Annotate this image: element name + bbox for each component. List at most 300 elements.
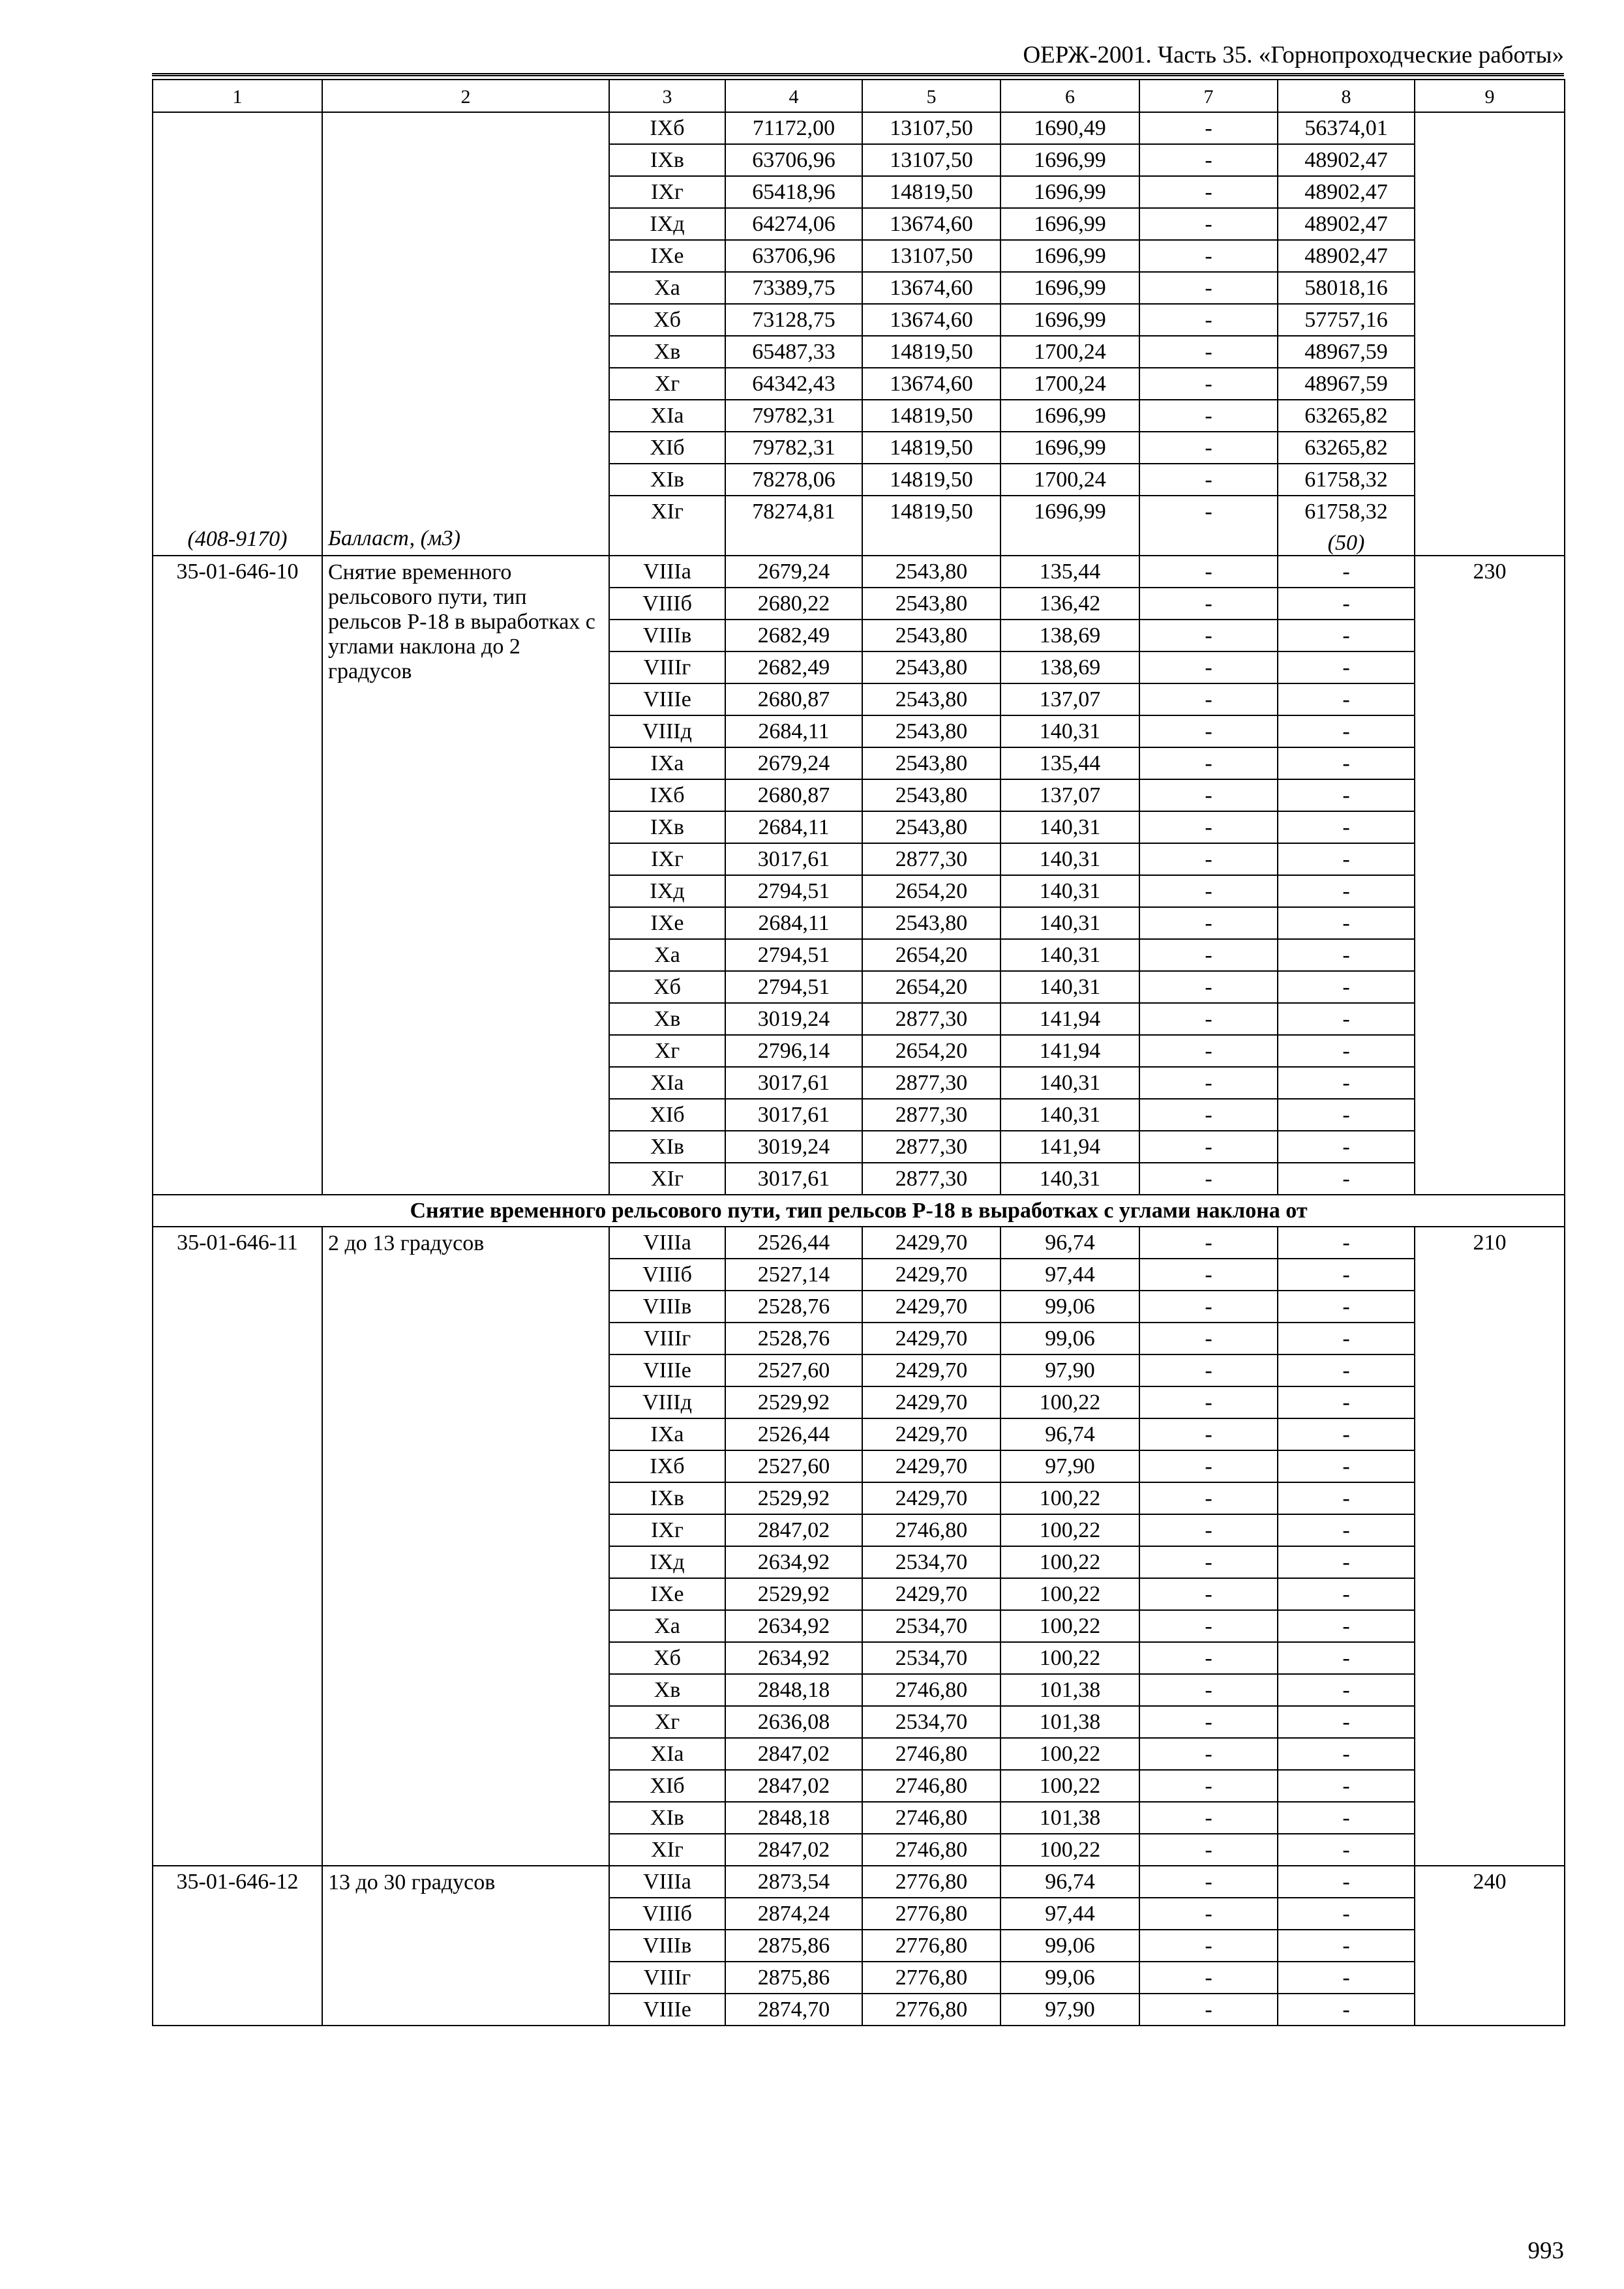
- table-cell: 14819,50: [862, 336, 1000, 368]
- section-type: VIIIб: [609, 588, 725, 620]
- table-cell: -: [1139, 1259, 1278, 1291]
- section-type: IXг: [609, 176, 725, 208]
- table-cell: 79782,31: [725, 400, 862, 432]
- table-cell: 2847,02: [725, 1514, 862, 1546]
- table-cell: 56374,01: [1278, 112, 1415, 144]
- section-type: Xв: [609, 336, 725, 368]
- table-cell: 135,44: [1000, 556, 1139, 588]
- table-cell: -: [1278, 1163, 1415, 1195]
- table-cell: -: [1139, 715, 1278, 747]
- rates-table: [152, 79, 1565, 2026]
- table-cell: -: [1139, 811, 1278, 843]
- table-cell: 48902,47: [1278, 240, 1415, 272]
- table-cell: -: [1278, 1866, 1415, 1898]
- table-cell: 100,22: [1000, 1738, 1139, 1770]
- table-cell: 79782,31: [725, 432, 862, 464]
- section-type: IXе: [609, 907, 725, 939]
- table-cell: 73389,75: [725, 272, 862, 304]
- table-cell: 2429,70: [862, 1227, 1000, 1259]
- table-cell: 2527,14: [725, 1259, 862, 1291]
- table-cell: -: [1139, 1291, 1278, 1323]
- table-cell: -: [1139, 907, 1278, 939]
- table-cell: 2429,70: [862, 1291, 1000, 1323]
- table-cell: 2654,20: [862, 939, 1000, 971]
- section-type: VIIIа: [609, 556, 725, 588]
- table-cell: 137,07: [1000, 683, 1139, 715]
- table-cell: 2679,24: [725, 747, 862, 779]
- table-cell: -: [1139, 432, 1278, 464]
- table-cell: -: [1278, 1706, 1415, 1738]
- section-type: IXв: [609, 144, 725, 176]
- table-cell: -: [1139, 556, 1278, 588]
- table-cell: -: [1278, 588, 1415, 620]
- table-cell: 99,06: [1000, 1962, 1139, 1994]
- table-cell: -: [1278, 747, 1415, 779]
- table-cell: 2877,30: [862, 1163, 1000, 1195]
- table-cell: -: [1278, 1770, 1415, 1802]
- section-type: VIIIе: [609, 1354, 725, 1386]
- table-cell: 2529,92: [725, 1578, 862, 1610]
- table-cell: 2848,18: [725, 1802, 862, 1834]
- column-9-value: [1415, 112, 1565, 556]
- table-cell: 97,44: [1000, 1259, 1139, 1291]
- section-type: VIIIа: [609, 1227, 725, 1259]
- table-cell: 137,07: [1000, 779, 1139, 811]
- table-cell: 3017,61: [725, 1067, 862, 1099]
- column-number: 1: [153, 80, 322, 112]
- table-cell: 13674,60: [862, 304, 1000, 336]
- section-type: IXд: [609, 1546, 725, 1578]
- table-cell: -: [1278, 1482, 1415, 1514]
- table-cell: -: [1278, 875, 1415, 907]
- table-cell: -: [1139, 1514, 1278, 1546]
- table-cell: 2634,92: [725, 1546, 862, 1578]
- table-cell: 2534,70: [862, 1546, 1000, 1578]
- table-cell: -: [1278, 1354, 1415, 1386]
- section-type: Xв: [609, 1674, 725, 1706]
- table-cell: -: [1278, 971, 1415, 1003]
- table-cell: -: [1278, 1738, 1415, 1770]
- table-cell: 2534,70: [862, 1706, 1000, 1738]
- table-cell: 100,22: [1000, 1642, 1139, 1674]
- section-type: Xг: [609, 1706, 725, 1738]
- table-cell: 2847,02: [725, 1738, 862, 1770]
- table-cell: -: [1139, 1962, 1278, 1994]
- table-cell: -: [1139, 1546, 1278, 1578]
- table-cell: 2543,80: [862, 715, 1000, 747]
- section-heading-row: [153, 1195, 1565, 1227]
- table-cell: 140,31: [1000, 843, 1139, 875]
- table-cell: 71172,00: [725, 112, 862, 144]
- table-cell: 2429,70: [862, 1578, 1000, 1610]
- table-cell: -: [1139, 1099, 1278, 1131]
- table-row: [153, 112, 1565, 144]
- section-type: Xв: [609, 1003, 725, 1035]
- table-cell: 2680,22: [725, 588, 862, 620]
- table-cell: 2875,86: [725, 1962, 862, 1994]
- table-cell: -: [1278, 1610, 1415, 1642]
- table-cell: -: [1278, 715, 1415, 747]
- table-cell: -: [1139, 1834, 1278, 1866]
- section-type: XIа: [609, 1738, 725, 1770]
- section-type: VIIIб: [609, 1898, 725, 1930]
- table-cell: -: [1139, 1610, 1278, 1642]
- table-cell: 96,74: [1000, 1418, 1139, 1450]
- table-cell: 100,22: [1000, 1610, 1139, 1642]
- table-cell: 96,74: [1000, 1866, 1139, 1898]
- table-cell: 100,22: [1000, 1386, 1139, 1418]
- table-cell: 100,22: [1000, 1834, 1139, 1866]
- table-cell: 13674,60: [862, 208, 1000, 240]
- table-cell: 1700,24: [1000, 336, 1139, 368]
- table-cell: -: [1139, 1994, 1278, 2026]
- table-cell: 2429,70: [862, 1354, 1000, 1386]
- table-cell: 2746,80: [862, 1770, 1000, 1802]
- column-number-row: [153, 80, 1565, 112]
- table-cell: 100,22: [1000, 1482, 1139, 1514]
- section-type: XIг: [609, 496, 725, 556]
- table-cell: -: [1139, 620, 1278, 651]
- table-cell: 1696,99: [1000, 176, 1139, 208]
- table-cell: -: [1139, 875, 1278, 907]
- table-cell: 14819,50: [862, 400, 1000, 432]
- table-cell: 48902,47: [1278, 208, 1415, 240]
- table-cell: 14819,50: [862, 176, 1000, 208]
- table-cell: 57757,16: [1278, 304, 1415, 336]
- table-cell: -: [1139, 1898, 1278, 1930]
- table-cell: 13107,50: [862, 240, 1000, 272]
- table-cell: -: [1139, 1323, 1278, 1354]
- table-cell: -: [1139, 1131, 1278, 1163]
- table-cell: -: [1139, 1578, 1278, 1610]
- table-cell: -: [1139, 240, 1278, 272]
- table-cell: -: [1278, 811, 1415, 843]
- table-row: [153, 1227, 1565, 1259]
- table-cell: 1690,49: [1000, 112, 1139, 144]
- page-number: 993: [1527, 2237, 1564, 2264]
- section-type: IXв: [609, 811, 725, 843]
- table-cell: 2429,70: [862, 1323, 1000, 1354]
- column-9-value: 240: [1415, 1866, 1565, 2026]
- table-cell: 2684,11: [725, 907, 862, 939]
- table-cell: -: [1278, 651, 1415, 683]
- table-cell: 2654,20: [862, 1035, 1000, 1067]
- table-cell: 97,90: [1000, 1994, 1139, 2026]
- table-cell: 140,31: [1000, 907, 1139, 939]
- table-cell: -: [1278, 683, 1415, 715]
- section-type: IXб: [609, 779, 725, 811]
- table-cell: -: [1278, 1962, 1415, 1994]
- table-cell: -: [1278, 1514, 1415, 1546]
- table-cell: 48902,47: [1278, 176, 1415, 208]
- table-cell: 63265,82: [1278, 432, 1415, 464]
- ballast-note: (50): [1327, 531, 1365, 555]
- header-title: ОЕРЖ-2001. Часть 35. «Горнопроходческие работы»: [1023, 42, 1564, 68]
- table-cell: 2746,80: [862, 1738, 1000, 1770]
- table-cell: 2794,51: [725, 875, 862, 907]
- table-cell: 100,22: [1000, 1578, 1139, 1610]
- section-type: Xг: [609, 1035, 725, 1067]
- table-cell: 1696,99: [1000, 144, 1139, 176]
- table-cell: 2684,11: [725, 811, 862, 843]
- table-cell: [1278, 496, 1415, 556]
- section-type: XIа: [609, 400, 725, 432]
- table-cell: -: [1139, 1930, 1278, 1962]
- section-type: XIа: [609, 1067, 725, 1099]
- section-type: XIв: [609, 1131, 725, 1163]
- rate-code: (408-9170): [153, 112, 322, 556]
- table-cell: -: [1139, 1450, 1278, 1482]
- section-type: Xб: [609, 971, 725, 1003]
- table-cell: -: [1278, 1930, 1415, 1962]
- table-cell: 1696,99: [1000, 208, 1139, 240]
- table-cell: -: [1139, 464, 1278, 496]
- table-cell: 13107,50: [862, 112, 1000, 144]
- table-cell: 48967,59: [1278, 368, 1415, 400]
- column-number: 4: [725, 80, 862, 112]
- table-cell: 2847,02: [725, 1770, 862, 1802]
- rate-description: 13 до 30 градусов: [322, 1866, 609, 2026]
- table-cell: 140,31: [1000, 939, 1139, 971]
- section-type: VIIIд: [609, 715, 725, 747]
- table-cell: 63265,82: [1278, 400, 1415, 432]
- table-cell: 1696,99: [1000, 496, 1139, 556]
- table-cell: 2873,54: [725, 1866, 862, 1898]
- table-cell: 13107,50: [862, 144, 1000, 176]
- table-cell: 61758,32: [1278, 464, 1415, 496]
- table-cell: 2534,70: [862, 1642, 1000, 1674]
- section-type: VIIIг: [609, 1962, 725, 1994]
- table-cell: -: [1278, 779, 1415, 811]
- table-cell: 2877,30: [862, 1067, 1000, 1099]
- table-cell: -: [1139, 779, 1278, 811]
- table-cell: 78274,81: [725, 496, 862, 556]
- table-cell: -: [1139, 1163, 1278, 1195]
- table-cell: 2543,80: [862, 620, 1000, 651]
- table-cell: 2776,80: [862, 1898, 1000, 1930]
- table-cell: 3017,61: [725, 1099, 862, 1131]
- section-type: XIг: [609, 1163, 725, 1195]
- section-type: VIIIв: [609, 1930, 725, 1962]
- section-type: VIIIд: [609, 1386, 725, 1418]
- table-cell: 2636,08: [725, 1706, 862, 1738]
- table-cell: 2543,80: [862, 683, 1000, 715]
- section-type: VIIIе: [609, 1994, 725, 2026]
- column-number: 7: [1139, 80, 1278, 112]
- table-cell: -: [1139, 1386, 1278, 1418]
- table-cell: 2529,92: [725, 1386, 862, 1418]
- table-cell: 2776,80: [862, 1866, 1000, 1898]
- table-cell: 2526,44: [725, 1227, 862, 1259]
- table-cell: 2746,80: [862, 1514, 1000, 1546]
- table-cell: 64274,06: [725, 208, 862, 240]
- section-type: XIв: [609, 464, 725, 496]
- table-cell: 2682,49: [725, 651, 862, 683]
- table-cell: 1700,24: [1000, 368, 1139, 400]
- table-cell: -: [1139, 1482, 1278, 1514]
- table-cell: -: [1278, 1291, 1415, 1323]
- table-cell: -: [1278, 556, 1415, 588]
- table-cell: 2776,80: [862, 1994, 1000, 2026]
- table-cell: -: [1278, 1099, 1415, 1131]
- table-cell: -: [1139, 304, 1278, 336]
- table-cell: 2874,24: [725, 1898, 862, 1930]
- table-cell: 2875,86: [725, 1930, 862, 1962]
- table-cell: 2877,30: [862, 843, 1000, 875]
- table-cell: -: [1139, 1354, 1278, 1386]
- rate-code: 35-01-646-10: [153, 556, 322, 1195]
- table-cell: 100,22: [1000, 1514, 1139, 1546]
- table-cell: 1696,99: [1000, 400, 1139, 432]
- table-cell: 1696,99: [1000, 432, 1139, 464]
- table-cell: -: [1278, 1003, 1415, 1035]
- column-number: 5: [862, 80, 1000, 112]
- table-cell: 3017,61: [725, 1163, 862, 1195]
- section-type: IXд: [609, 875, 725, 907]
- table-cell: 2682,49: [725, 620, 862, 651]
- table-cell: 2877,30: [862, 1099, 1000, 1131]
- cell-value: 61758,32: [1304, 500, 1388, 524]
- column-9-value: 210: [1415, 1227, 1565, 1866]
- table-cell: 138,69: [1000, 651, 1139, 683]
- table-cell: 65487,33: [725, 336, 862, 368]
- table-cell: -: [1139, 843, 1278, 875]
- table-cell: -: [1139, 208, 1278, 240]
- table-cell: 2796,14: [725, 1035, 862, 1067]
- table-cell: 141,94: [1000, 1035, 1139, 1067]
- table-cell: 2684,11: [725, 715, 862, 747]
- section-type: VIIIв: [609, 1291, 725, 1323]
- table-cell: 99,06: [1000, 1291, 1139, 1323]
- column-9-value: 230: [1415, 556, 1565, 1195]
- section-type: Xб: [609, 1642, 725, 1674]
- table-cell: 1696,99: [1000, 272, 1139, 304]
- rates-table-body: [153, 80, 1565, 2026]
- table-cell: 14819,50: [862, 464, 1000, 496]
- table-cell: 2543,80: [862, 779, 1000, 811]
- table-cell: 2654,20: [862, 875, 1000, 907]
- table-cell: -: [1278, 1578, 1415, 1610]
- table-cell: 58018,16: [1278, 272, 1415, 304]
- table-cell: -: [1139, 939, 1278, 971]
- table-cell: 140,31: [1000, 1163, 1139, 1195]
- table-cell: -: [1139, 272, 1278, 304]
- table-cell: -: [1139, 683, 1278, 715]
- table-cell: 3019,24: [725, 1131, 862, 1163]
- table-cell: 13674,60: [862, 368, 1000, 400]
- table-cell: 2534,70: [862, 1610, 1000, 1642]
- rate-code: 35-01-646-11: [153, 1227, 322, 1866]
- table-cell: 96,74: [1000, 1227, 1139, 1259]
- table-cell: 2794,51: [725, 939, 862, 971]
- table-cell: 97,90: [1000, 1354, 1139, 1386]
- section-type: IXа: [609, 747, 725, 779]
- table-cell: 2543,80: [862, 556, 1000, 588]
- table-cell: 1696,99: [1000, 304, 1139, 336]
- table-cell: 136,42: [1000, 588, 1139, 620]
- table-cell: 1696,99: [1000, 240, 1139, 272]
- table-cell: 2848,18: [725, 1674, 862, 1706]
- section-type: IXб: [609, 1450, 725, 1482]
- table-cell: 48902,47: [1278, 144, 1415, 176]
- table-cell: -: [1139, 1642, 1278, 1674]
- table-cell: -: [1139, 651, 1278, 683]
- table-cell: 2877,30: [862, 1003, 1000, 1035]
- table-cell: 2543,80: [862, 907, 1000, 939]
- table-cell: 2776,80: [862, 1962, 1000, 1994]
- table-cell: 2874,70: [725, 1994, 862, 2026]
- rate-description: Балласт, (м3): [322, 112, 609, 556]
- section-type: IXд: [609, 208, 725, 240]
- table-cell: 65418,96: [725, 176, 862, 208]
- section-type: IXа: [609, 1418, 725, 1450]
- section-type: IXг: [609, 843, 725, 875]
- section-type: Xа: [609, 939, 725, 971]
- table-cell: 141,94: [1000, 1131, 1139, 1163]
- table-cell: 140,31: [1000, 1099, 1139, 1131]
- table-cell: 2528,76: [725, 1291, 862, 1323]
- column-number: 8: [1278, 80, 1415, 112]
- table-cell: 1700,24: [1000, 464, 1139, 496]
- table-cell: 2527,60: [725, 1354, 862, 1386]
- rate-description: Снятие временного рельсового пути, тип рельсов Р-18 в выработках с углами наклона до 2 градусов: [322, 556, 609, 1195]
- table-cell: 99,06: [1000, 1323, 1139, 1354]
- table-cell: -: [1278, 1131, 1415, 1163]
- table-cell: -: [1139, 112, 1278, 144]
- table-cell: 2776,80: [862, 1930, 1000, 1962]
- table-cell: -: [1139, 1770, 1278, 1802]
- table-cell: 2679,24: [725, 556, 862, 588]
- table-cell: 2528,76: [725, 1323, 862, 1354]
- table-cell: 101,38: [1000, 1706, 1139, 1738]
- table-cell: 2543,80: [862, 747, 1000, 779]
- section-type: IXе: [609, 1578, 725, 1610]
- table-cell: -: [1139, 1035, 1278, 1067]
- table-cell: -: [1278, 907, 1415, 939]
- table-cell: -: [1139, 1738, 1278, 1770]
- table-cell: 2527,60: [725, 1450, 862, 1482]
- table-cell: 140,31: [1000, 715, 1139, 747]
- table-cell: 99,06: [1000, 1930, 1139, 1962]
- section-type: IXб: [609, 112, 725, 144]
- table-cell: 63706,96: [725, 144, 862, 176]
- table-cell: 14819,50: [862, 496, 1000, 556]
- table-row: [153, 556, 1565, 588]
- table-cell: 2634,92: [725, 1642, 862, 1674]
- table-cell: -: [1278, 843, 1415, 875]
- section-type: IXг: [609, 1514, 725, 1546]
- table-cell: -: [1278, 1994, 1415, 2026]
- table-cell: 2543,80: [862, 651, 1000, 683]
- section-type: Xа: [609, 272, 725, 304]
- table-cell: -: [1278, 620, 1415, 651]
- table-cell: 2543,80: [862, 811, 1000, 843]
- table-cell: 140,31: [1000, 811, 1139, 843]
- table-cell: 48967,59: [1278, 336, 1415, 368]
- section-heading: Снятие временного рельсового пути, тип рельсов Р-18 в выработках с углами наклона от: [153, 1195, 1565, 1227]
- table-cell: -: [1139, 336, 1278, 368]
- table-cell: 2680,87: [725, 779, 862, 811]
- section-type: VIIIе: [609, 683, 725, 715]
- rate-code: 35-01-646-12: [153, 1866, 322, 2026]
- table-cell: 13674,60: [862, 272, 1000, 304]
- table-cell: 3017,61: [725, 843, 862, 875]
- table-cell: 2526,44: [725, 1418, 862, 1450]
- table-cell: 2680,87: [725, 683, 862, 715]
- table-cell: 97,44: [1000, 1898, 1139, 1930]
- table-cell: -: [1139, 176, 1278, 208]
- column-number: 3: [609, 80, 725, 112]
